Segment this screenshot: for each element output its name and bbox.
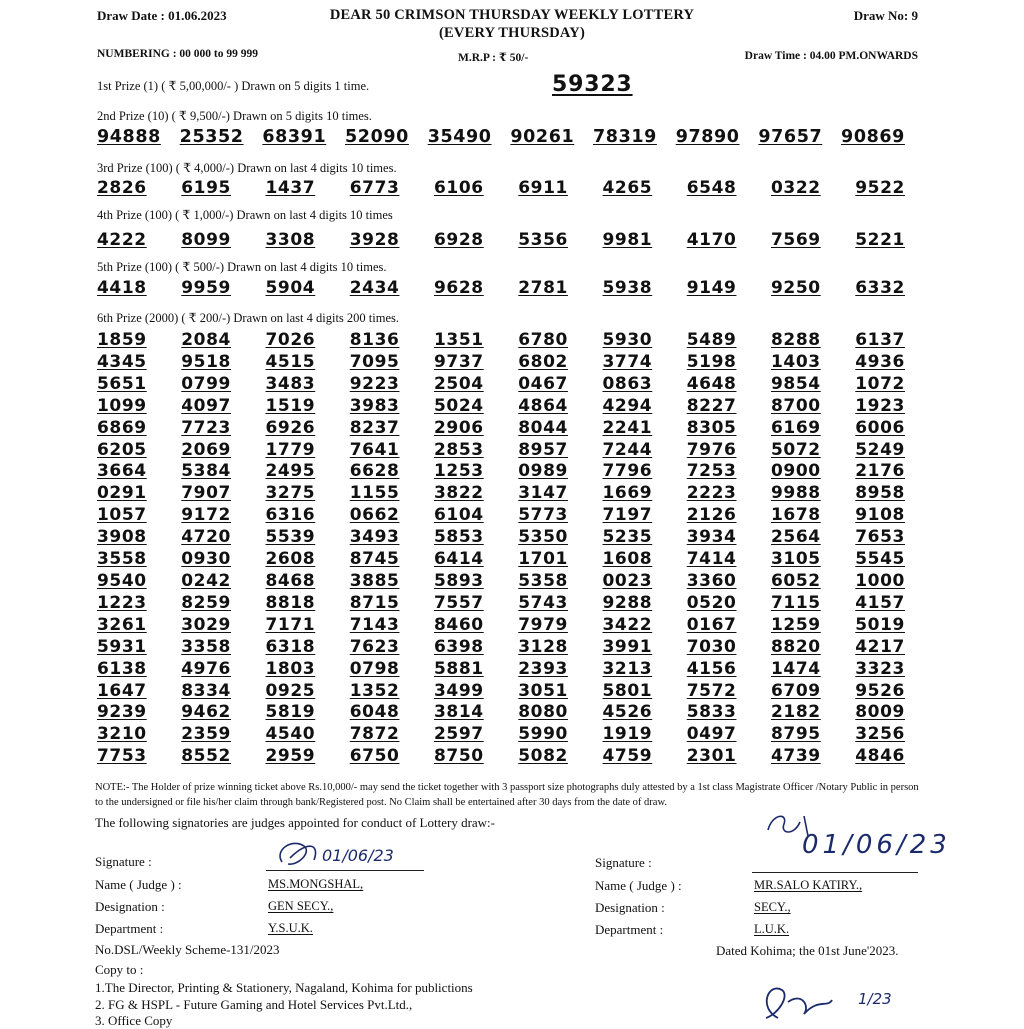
second-prize-label: 2nd Prize (10) ( ₹ 9,500/-) Drawn on 5 digits 10 times. (97, 109, 372, 123)
prize-number: 1859 (97, 330, 147, 350)
prize-number: 1678 (771, 505, 821, 526)
prize-number: 90261 (510, 127, 575, 147)
prize-number: 5024 (434, 395, 484, 416)
prize-number: 0023 (602, 570, 653, 591)
prize-number: 8136 (349, 330, 400, 350)
prize-number: 2241 (602, 417, 653, 438)
prize-number: 4648 (686, 373, 737, 394)
prize-number: 8288 (771, 330, 821, 350)
prize-number: 1057 (97, 505, 147, 526)
prize-number: 7095 (349, 351, 400, 372)
prize-number: 2126 (686, 505, 737, 526)
prize-number: 3360 (686, 570, 737, 591)
first-prize-number: 59323 (552, 72, 633, 97)
judge2-signature-date: 01/06/23 (802, 830, 951, 860)
prize-number: 1155 (349, 483, 400, 504)
judge2-department-label: Department : (595, 922, 664, 937)
prize-number: 25352 (179, 127, 244, 147)
prize-number: 9988 (771, 483, 821, 504)
prize-number: 2495 (265, 461, 316, 482)
prize-number: 3256 (855, 724, 905, 745)
judge2-signature-label: Signature : (595, 855, 652, 870)
prize-number: 8468 (265, 570, 316, 591)
prize-number: 5930 (602, 330, 653, 350)
prize-number: 7569 (771, 230, 821, 250)
prize-number: 94888 (97, 127, 161, 147)
prize-number: 1608 (602, 549, 653, 570)
prize-number: 6318 (265, 636, 316, 657)
prize-number: 3261 (97, 614, 147, 635)
prize-number: 7976 (686, 439, 737, 460)
prize-number: 4936 (855, 351, 905, 372)
prize-number: 3308 (265, 230, 316, 250)
prize-number: 9854 (771, 373, 821, 394)
prize-number: 5249 (855, 439, 905, 460)
prize-number: 0467 (518, 373, 568, 394)
prize-number: 5198 (686, 351, 737, 372)
prize-number: 4846 (855, 746, 905, 767)
prize-number: 7244 (602, 439, 653, 460)
prize-number: 6169 (771, 417, 821, 438)
prize-number: 5931 (97, 636, 147, 657)
prize-number: 8305 (686, 417, 737, 438)
prize-number: 4097 (181, 395, 231, 416)
prize-number: 9518 (181, 351, 231, 372)
prize-number: 2176 (855, 461, 905, 482)
prize-number: 3029 (181, 614, 231, 635)
prize-number: 6709 (771, 680, 821, 701)
prize-number: 1803 (265, 658, 316, 679)
first-prize-label: 1st Prize (1) ( ₹ 5,00,000/- ) Drawn on 5 digits 1 time. (97, 79, 370, 93)
prize-number: 3323 (855, 658, 905, 679)
prize-number: 5938 (602, 278, 653, 298)
prize-number: 7653 (855, 527, 905, 548)
prize-number: 1072 (855, 373, 905, 394)
prize-number: 0989 (518, 461, 568, 482)
prize-number: 5990 (518, 724, 568, 745)
prize-number: 8080 (518, 702, 568, 723)
prize-number: 8715 (349, 592, 400, 613)
prize-number: 97890 (675, 127, 740, 147)
prize-number: 4265 (602, 178, 653, 198)
third-prize-label: 3rd Prize (100) ( ₹ 4,000/-) Drawn on last 4 digits 10 times. (97, 161, 397, 175)
prize-number: 1352 (349, 680, 400, 701)
judge1-signature-date: 01/06/23 (322, 846, 394, 865)
judge1-designation: GEN SECY., (268, 899, 334, 913)
prize-number: 8958 (855, 483, 905, 504)
prize-number: 1519 (265, 395, 316, 416)
prize-number: 6926 (265, 417, 316, 438)
prize-number: 2959 (265, 746, 316, 767)
prize-number: 6106 (434, 178, 484, 198)
prize-number: 8552 (181, 746, 231, 767)
prize-number: 5743 (518, 592, 568, 613)
prize-number: 6414 (434, 549, 484, 570)
prize-number: 8750 (434, 746, 484, 767)
prize-number: 3983 (349, 395, 400, 416)
prize-number: 0900 (771, 461, 821, 482)
prize-number: 8818 (265, 592, 316, 613)
prize-number: 1351 (434, 330, 484, 350)
prize-number: 9737 (434, 351, 484, 372)
prize-number: 2564 (771, 527, 821, 548)
prize-number: 5082 (518, 746, 568, 767)
prize-number: 78319 (593, 127, 657, 147)
prize-number: 6048 (349, 702, 400, 723)
prize-number: 6332 (855, 278, 905, 298)
prize-number: 3275 (265, 483, 316, 504)
prize-number: 1403 (771, 351, 821, 372)
prize-number: 7030 (686, 636, 737, 657)
prize-number: 9250 (771, 278, 821, 298)
sixth-prize-grid (97, 330, 905, 768)
prize-number: 1259 (771, 614, 821, 635)
copy-to-item: 2. FG & HSPL - Future Gaming and Hotel Services Pvt.Ltd., (95, 997, 413, 1012)
prize-number: 9172 (181, 505, 231, 526)
prize-number: 4222 (97, 230, 147, 250)
prize-number: 1923 (855, 395, 905, 416)
prize-number: 52090 (345, 127, 409, 147)
fifth-prize-label: 5th Prize (100) ( ₹ 500/-) Drawn on last 4 digits 10 times. (97, 260, 387, 274)
prize-number: 2597 (434, 724, 484, 745)
prize-number: 5350 (518, 527, 568, 548)
prize-number: 8009 (855, 702, 905, 723)
prize-number: 6137 (855, 330, 905, 350)
prize-number: 0930 (181, 549, 231, 570)
second-prize-numbers (97, 127, 905, 147)
prize-number: 8745 (349, 549, 400, 570)
prize-number: 0167 (686, 614, 737, 635)
prize-number: 2182 (771, 702, 821, 723)
prize-number: 3147 (518, 483, 568, 504)
prize-number: 9526 (855, 680, 905, 701)
prize-number: 7907 (181, 483, 231, 504)
prize-number: 7143 (349, 614, 400, 635)
lottery-title: DEAR 50 CRIMSON THURSDAY WEEKLY LOTTERY (329, 7, 695, 23)
prize-number: 4515 (265, 351, 316, 372)
prize-number: 0925 (265, 680, 316, 701)
prize-number: 8334 (181, 680, 231, 701)
prize-number: 1474 (771, 658, 821, 679)
prize-number: 4345 (97, 351, 147, 372)
prize-number: 6869 (97, 417, 147, 438)
prize-number: 0799 (181, 373, 231, 394)
sixth-prize-label: 6th Prize (2000) ( ₹ 200/-) Drawn on last 4 digits 200 times. (97, 311, 400, 325)
prize-number: 3885 (349, 570, 400, 591)
prize-number: 1253 (434, 461, 484, 482)
prize-number: 6205 (97, 439, 147, 460)
judge1-designation-label: Designation : (95, 899, 165, 914)
prize-number: 6911 (518, 178, 568, 198)
judge1-department-label: Department : (95, 921, 164, 936)
numbering-range: NUMBERING : 00 000 to 99 999 (97, 48, 258, 60)
prize-number: 5489 (686, 330, 737, 350)
prize-number: 5881 (434, 658, 484, 679)
prize-number: 3051 (518, 680, 568, 701)
prize-number: 3105 (771, 549, 821, 570)
prize-number: 3928 (349, 230, 400, 250)
prize-number: 9108 (855, 505, 905, 526)
prize-number: 9223 (349, 373, 400, 394)
prize-number: 4526 (602, 702, 653, 723)
issuer-signature-date: 1/23 (858, 990, 892, 1008)
prize-number: 6750 (349, 746, 400, 767)
judge1-name: MS.MONGSHAL, (268, 877, 364, 891)
prize-number: 7753 (97, 746, 147, 767)
prize-number: 6195 (181, 178, 231, 198)
prize-number: 5853 (434, 527, 484, 548)
prize-number: 3664 (97, 461, 147, 482)
prize-number: 3908 (97, 527, 147, 548)
prize-number: 2906 (434, 417, 484, 438)
prize-number: 5651 (97, 373, 147, 394)
prize-number: 0497 (686, 724, 737, 745)
prize-number: 5235 (602, 527, 653, 548)
prize-number: 9462 (181, 702, 231, 723)
prize-number: 6006 (855, 417, 905, 438)
prize-number: 5019 (855, 614, 905, 635)
prize-number: 5833 (686, 702, 737, 723)
prize-number: 4976 (181, 658, 231, 679)
prize-number: 3814 (434, 702, 484, 723)
prize-number: 8227 (686, 395, 737, 416)
prize-number: 7979 (518, 614, 568, 635)
prize-number: 3128 (518, 636, 568, 657)
prize-number: 4720 (181, 527, 231, 548)
prize-number: 5801 (602, 680, 653, 701)
fourth-prize-label: 4th Prize (100) ( ₹ 1,000/-) Drawn on last 4 digits 10 times (97, 208, 393, 222)
lottery-subtitle: (EVERY THURSDAY) (439, 25, 585, 41)
prize-number: 6104 (434, 505, 484, 526)
prize-number: 6780 (518, 330, 568, 350)
prize-number: 7253 (686, 461, 737, 482)
prize-number: 7557 (434, 592, 484, 613)
prize-number: 6928 (434, 230, 484, 250)
prize-number: 1701 (518, 549, 568, 570)
prize-number: 2301 (686, 746, 737, 767)
prize-number: 2223 (686, 483, 737, 504)
prize-number: 0291 (97, 483, 147, 504)
prize-number: 0863 (602, 373, 653, 394)
prize-number: 6138 (97, 658, 147, 679)
prize-number: 1647 (97, 680, 147, 701)
judge2-name-label: Name ( Judge ) : (595, 878, 682, 893)
judge2-name: MR.SALO KATIRY., (754, 878, 863, 892)
prize-number: 7171 (265, 614, 316, 635)
prize-number: 3774 (602, 351, 653, 372)
prize-number: 3822 (434, 483, 484, 504)
prize-number: 8044 (518, 417, 568, 438)
prize-number: 7572 (686, 680, 737, 701)
prize-number: 3558 (97, 549, 147, 570)
prize-number: 1437 (265, 178, 316, 198)
prize-number: 3991 (602, 636, 653, 657)
issuer-signature-mark (748, 978, 868, 1024)
judge2-signature-line (752, 872, 918, 873)
prize-number: 7197 (602, 505, 653, 526)
prize-number: 8795 (771, 724, 821, 745)
prize-number: 1669 (602, 483, 653, 504)
scheme-number: No.DSL/Weekly Scheme-131/2023 (95, 942, 280, 957)
prize-number: 2069 (181, 439, 231, 460)
prize-number: 8099 (181, 230, 231, 250)
prize-number: 4739 (771, 746, 821, 767)
prize-number: 0242 (181, 570, 231, 591)
prize-number: 1099 (97, 395, 147, 416)
prize-number: 7723 (181, 417, 231, 438)
prize-number: 4294 (602, 395, 653, 416)
prize-number: 3210 (97, 724, 147, 745)
copy-to-item: 3. Office Copy (95, 1013, 173, 1028)
prize-number: 5545 (855, 549, 905, 570)
prize-number: 7026 (265, 330, 316, 350)
prize-number: 5358 (518, 570, 568, 591)
draw-date: Draw Date : 01.06.2023 (97, 8, 227, 23)
prize-number: 6398 (434, 636, 484, 657)
prize-number: 5072 (771, 439, 821, 460)
third-prize-numbers (97, 178, 905, 198)
prize-number: 2853 (434, 439, 484, 460)
prize-number: 35490 (427, 127, 492, 147)
prize-number: 5384 (181, 461, 231, 482)
prize-number: 4217 (855, 636, 905, 657)
prize-number: 2359 (181, 724, 231, 745)
prize-number: 6773 (349, 178, 400, 198)
prize-number: 1000 (855, 570, 905, 591)
prize-number: 8700 (771, 395, 821, 416)
prize-number: 3483 (265, 373, 316, 394)
prize-number: 2434 (349, 278, 400, 298)
prize-number: 6316 (265, 505, 316, 526)
copy-to-item: 1.The Director, Printing & Stationery, Nagaland, Kohima for publictions (95, 980, 473, 995)
judges-intro: The following signatories are judges appointed for conduct of Lottery draw:- (95, 815, 495, 830)
prize-number: 2826 (97, 178, 147, 198)
prize-number: 8460 (434, 614, 484, 635)
prize-number: 3358 (181, 636, 231, 657)
prize-number: 6802 (518, 351, 568, 372)
prize-number: 3499 (434, 680, 484, 701)
prize-number: 2504 (434, 373, 484, 394)
prize-number: 6548 (686, 178, 737, 198)
judge1-name-label: Name ( Judge ) : (95, 877, 182, 892)
prize-number: 5819 (265, 702, 316, 723)
prize-number: 5773 (518, 505, 568, 526)
prize-number: 3213 (602, 658, 653, 679)
prize-number: 7414 (686, 549, 737, 570)
prize-number: 3934 (686, 527, 737, 548)
prize-number: 6052 (771, 570, 821, 591)
prize-number: 7796 (602, 461, 653, 482)
prize-number: 8237 (349, 417, 400, 438)
prize-number: 7641 (349, 439, 400, 460)
prize-number: 9522 (855, 178, 905, 198)
prize-number: 9981 (602, 230, 653, 250)
judge2-designation-label: Designation : (595, 900, 665, 915)
prize-number: 4540 (265, 724, 316, 745)
prize-number: 5893 (434, 570, 484, 591)
prize-number: 0662 (349, 505, 400, 526)
claim-note: NOTE:- The Holder of prize winning ticket above Rs.10,000/- may send the ticket together with 3 passport size photographs duly attested by a 1st class Magistrate Officer /Notary Public in person to the undersigned or file his/her claim through bank/Registered post. No Claim shall be entertained after 30 days from the date of draw. (95, 782, 919, 808)
prize-number: 4759 (602, 746, 653, 767)
prize-number: 4157 (855, 592, 905, 613)
prize-number: 5221 (855, 230, 905, 250)
prize-number: 9288 (602, 592, 653, 613)
prize-number: 2608 (265, 549, 316, 570)
prize-number: 7115 (771, 592, 821, 613)
copy-to-heading: Copy to : (95, 962, 144, 977)
prize-number: 0322 (771, 178, 821, 198)
prize-number: 3493 (349, 527, 400, 548)
prize-number: 5356 (518, 230, 568, 250)
prize-number: 2393 (518, 658, 568, 679)
prize-number: 8957 (518, 439, 568, 460)
fourth-prize-numbers (97, 230, 905, 250)
prize-number: 4170 (686, 230, 737, 250)
draw-time: Draw Time : 04.00 PM.ONWARDS (744, 50, 918, 62)
judge2-designation: SECY., (754, 900, 791, 914)
prize-number: 1919 (602, 724, 653, 745)
draw-number: Draw No: 9 (853, 8, 918, 23)
fifth-prize-numbers (97, 278, 905, 298)
prize-number: 7872 (349, 724, 400, 745)
prize-number: 90869 (841, 127, 905, 147)
prize-number: 2781 (518, 278, 568, 298)
judge1-department: Y.S.U.K. (268, 921, 313, 935)
prize-number: 0520 (686, 592, 737, 613)
prize-number: 4156 (686, 658, 737, 679)
prize-number: 4864 (518, 395, 568, 416)
prize-number: 6628 (349, 461, 400, 482)
prize-number: 97657 (758, 127, 823, 147)
prize-number: 0798 (349, 658, 400, 679)
prize-number: 3422 (602, 614, 653, 635)
judge1-signature-label: Signature : (95, 854, 152, 869)
prize-number: 2084 (181, 330, 231, 350)
prize-number: 4418 (97, 278, 147, 298)
prize-number: 9239 (97, 702, 147, 723)
prize-number: 1779 (265, 439, 316, 460)
prize-number: 8259 (181, 592, 231, 613)
prize-number: 9540 (97, 570, 147, 591)
dated-line: Dated Kohima; the 01st June'2023. (716, 943, 899, 958)
prize-number: 68391 (262, 127, 327, 147)
prize-number: 8820 (771, 636, 821, 657)
prize-number: 9959 (181, 278, 231, 298)
judge2-department: L.U.K. (754, 922, 790, 936)
prize-number: 9149 (686, 278, 737, 298)
prize-number: 5904 (265, 278, 316, 298)
prize-number: 9628 (434, 278, 484, 298)
prize-number: 5539 (265, 527, 316, 548)
prize-number: 7623 (349, 636, 400, 657)
prize-number: 1223 (97, 592, 147, 613)
mrp: M.R.P : ₹ 50/- (458, 52, 529, 64)
